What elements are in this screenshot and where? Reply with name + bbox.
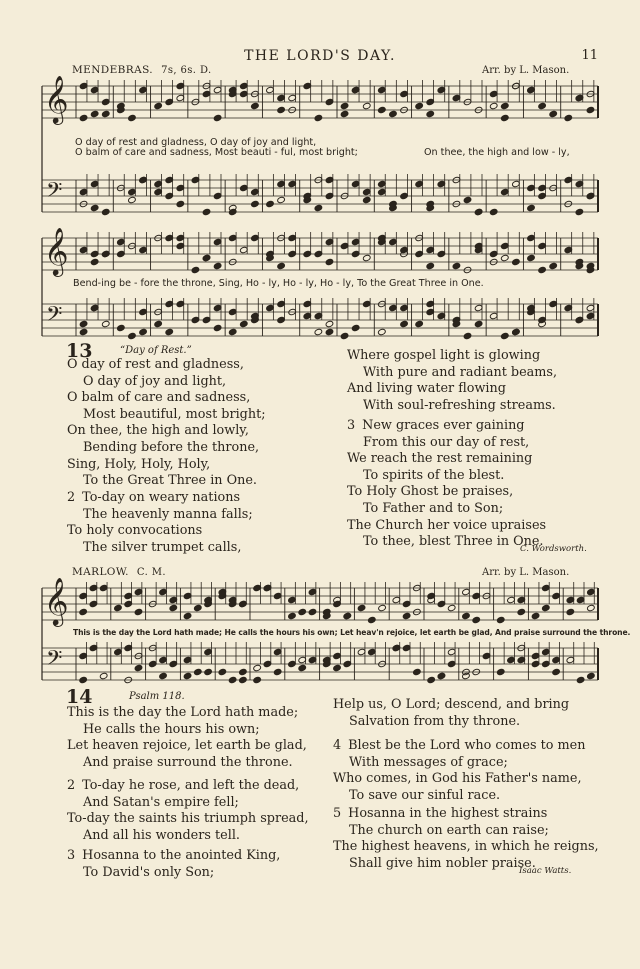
marlow-sys-treble-note [542,604,551,611]
arranger-14: Arr. by L. Mason. [482,567,570,578]
marlow-sys-treble-note [159,588,168,595]
verse-line [67,848,280,865]
marlow-sys-treble-note [552,592,561,599]
marlow-sys-bass-note [79,676,88,683]
marlow-sys-bass-note [531,660,540,667]
marlow-sys-treble-note [542,584,551,591]
marlow-sys-treble-note [566,608,575,615]
marlow-sys-bass-note [542,648,551,655]
marlow-sys-bass-note [447,660,456,667]
marlow-sys-treble-note [496,616,505,623]
marlow-sys-bass-note [159,656,168,663]
verse-line [67,828,309,845]
marlow-sys-bass-note [148,660,157,667]
marlow-sys-treble-note [587,588,596,595]
marlow-sys-bass-note [333,652,342,659]
marlow-sys-bass-note [273,648,282,655]
verse-text: To Father and to Son; [363,500,504,516]
verse-text: And all his wonders tell. [83,827,240,843]
page-title: THE LORD'S DAY. [244,48,396,64]
verse-text: This is the day the Lord hath made; [67,705,299,720]
marlow-sys-bass-note [263,660,272,667]
marlow-sys-treble-note [343,612,352,619]
marlow-sys-treble-clef: 𝄞 [44,576,69,626]
marlow-sys-treble-note [507,596,516,603]
verse-text: Shall give him nobler praise. [349,855,536,871]
verse-text: With messages of grace; [349,754,508,770]
marlow-sys-bass-note [552,656,561,663]
arranger-13: Arr. by L. Mason. [482,65,570,76]
marlow-sys-bass-note [298,656,307,663]
marlow-sys-treble-note [298,608,307,615]
verse-text: The highest heavens, in which he reigns, [333,839,599,855]
marlow-sys-bass-note [183,656,192,663]
marlow-sys-bass-note [228,676,237,683]
lyric-13-line2b: On thee, the high and low - ly, [424,147,570,158]
marlow-sys-bass-note [343,660,352,667]
tune-meter: C. M. [136,567,166,578]
verse-line [333,697,569,714]
marlow-sys-bass-note [427,676,436,683]
marlow-sys-treble-note [531,612,540,619]
mendebras-sys1-bass-clef: 𝄢 [46,177,63,208]
marlow-sys-treble-note [308,588,317,595]
marlow-sys-bass-note [288,660,297,667]
verse-text: Sing, Holy, Holy, Holy, [67,456,211,472]
marlow-sys-bass-note [124,644,133,651]
marlow-sys-treble-note [462,612,471,619]
marlow-sys-bass-note [333,664,342,671]
verse-text: Most beautiful, most bright; [83,406,266,422]
verse-text: Bending before the throne, [83,439,260,455]
marlow-sys-treble-note [517,608,526,615]
marlow-sys-treble-note [437,600,446,607]
verse-text: To spirits of the blest. [363,467,505,483]
marlow-sys-treble-note [368,616,377,623]
marlow-sys-treble-note [447,604,456,611]
verse-text: Salvation from thy throne. [349,713,521,729]
marlow-sys-treble-note [402,612,411,619]
marlow-sys-treble-note [587,604,596,611]
marlow-sys-bass-note [298,664,307,671]
marlow-sys-bass-note [253,676,262,683]
mendebras-sys2-bass-clef: 𝄢 [46,301,63,332]
hymn14-verse2 [67,778,309,844]
marlow-sys-treble-note [79,608,88,615]
hymn-subtitle-14: Psalm 118. [129,691,185,702]
marlow-sys-bass-note [437,672,446,679]
verse-text: To-day he rose, and left the dead, [82,778,300,793]
lyric-13-line1: O day of rest and gladness, O day of joy and light, [75,137,317,148]
marlow-sys-bass-note [79,652,88,659]
verse-text: Where gospel light is glowing [347,348,541,363]
verse-text: And praise surround the throne. [83,754,293,770]
verse-number: 5 [333,806,342,821]
marlow-sys-bass-clef: 𝄢 [46,645,63,676]
author-14: Isaac Watts. [519,866,572,876]
marlow-sys-bass-note [239,676,248,683]
verse-text: With pure and radiant beams, [363,364,558,380]
verse-text: On thee, the high and lowly, [67,423,249,439]
marlow-sys-treble-note [134,588,143,595]
tune-title: MENDEBRAS. [72,64,154,76]
marlow-sys-bass-note [402,644,411,651]
lyric-14: This is the day the Lord hath made; He calls the hours his own; Let heav'n rejoice, let earth be glad, And praise surround the throne. [73,628,631,637]
verse-number: 4 [333,738,342,753]
verse-number: 3 [67,848,76,863]
marlow-sys-treble-note [308,608,317,615]
verse-line [333,714,569,731]
verse-text: To David's only Son; [83,864,215,880]
verse-text: To the Great Three in One. [83,473,257,489]
verse-line [333,771,586,788]
marlow-sys-treble-note [124,592,133,599]
marlow-sys-treble-note [194,604,203,611]
hymn14-verse1 [67,705,307,771]
verse-number: 2 [67,778,76,793]
verse-text: To-day on weary nations [82,490,241,505]
marlow-sys-treble-note [253,584,262,591]
mendebras-sys1-treble-clef: 𝄞 [44,74,69,124]
verse-text: And living water flowing [347,381,506,397]
hymn-subtitle-13: “Day of Rest.” [120,345,192,356]
verse-line [67,755,307,772]
marlow-sys-bass-note [114,648,123,655]
marlow-sys-treble-note [124,600,133,607]
verse-line [67,722,307,739]
marlow-sys-bass-note [204,648,213,655]
marlow-sys-treble-note [169,596,178,603]
hymn14-verse3a [67,848,280,881]
marlow-sys-treble-note [89,584,98,591]
verse-line [333,839,599,856]
verse-text: The heavenly manna falls; [83,506,253,522]
marlow-sys-bass-note [253,664,262,671]
marlow-sys-treble-note [263,584,272,591]
mendebras-sys2-treble-clef: 𝄞 [44,226,69,276]
marlow-sys-bass-note [413,668,422,675]
verse-line [333,738,586,755]
marlow-sys-treble-note [517,596,526,603]
tune-meter: 7s, 6s. D. [161,65,212,76]
hymn14-verse5 [333,806,599,872]
hymn14-verse3b [333,697,569,730]
marlow-sys-bass-note [194,668,203,675]
verse-line [67,865,280,882]
marlow-sys-treble-note [357,604,366,611]
marlow-sys-bass-note [368,648,377,655]
verse-number: 3 [347,418,356,433]
verse-text: With soul-refreshing streams. [363,397,556,413]
verse-text: O balm of care and sadness, [67,390,251,406]
verse-text: O day of rest and gladness, [67,357,244,372]
marlow-sys-treble-note [288,612,297,619]
verse-text: Hosanna in the highest strains [348,806,548,821]
verse-number: 2 [67,490,76,505]
verse-text: And Satan's empire fell; [83,794,239,810]
marlow-sys-treble-note [576,596,585,603]
verse-text: The Church her voice upraises [347,517,547,533]
marlow-sys-bass-note [517,656,526,663]
marlow-sys-bass-note [357,648,366,655]
marlow-sys-bass-note [89,644,98,651]
verse-text: O day of joy and light, [83,373,227,389]
marlow-sys-treble-note [114,604,123,611]
marlow-sys-treble-note [183,612,192,619]
marlow-sys-treble-note [89,600,98,607]
verse-line [333,806,599,823]
verse-text: He calls the hours his own; [83,721,260,737]
verse-text: New graces ever gaining [362,418,525,433]
hymn14-verse4 [333,738,586,804]
verse-line [67,778,309,795]
marlow-sys-bass-note [482,652,491,659]
lyric-13-line2: O balm of care and sadness, Most beauti - ful, most bright; [75,147,358,158]
marlow-sys-treble-note [392,596,401,603]
verse-text: Hosanna to the anointed King, [82,848,281,863]
lyric-13-line3: Bend-ing be - fore the throne, Sing, Ho - ly, Ho - ly, Ho - ly, To the Great Three in One. [73,278,484,289]
verse-line [67,795,309,812]
marlow-sys-treble-note [462,588,471,595]
verse-text: Let heaven rejoice, let earth be glad, [67,738,307,754]
marlow-sys-bass-note [447,648,456,655]
marlow-sys-bass-note [134,664,143,671]
marlow-sys-treble-note [472,616,481,623]
verse-line [333,755,586,772]
marlow-sys-bass-note [169,660,178,667]
verse-text: From this our day of rest, [363,434,530,450]
marlow-sys-bass-note [218,668,227,675]
marlow-sys-treble-note [169,604,178,611]
marlow-sys-treble-note [566,596,575,603]
marlow-sys-treble-note [288,596,297,603]
marlow-sys-treble-note [79,592,88,599]
marlow-sys-treble-note [273,592,282,599]
marlow-sys-bass-note [273,668,282,675]
verse-text: To holy convocations [67,523,203,539]
marlow-sys-treble-note [99,584,108,591]
verse-line [333,788,586,805]
marlow-sys-treble-note [402,600,411,607]
marlow-sys-treble-note [472,592,481,599]
author-13: C. Wordsworth. [520,544,587,554]
verse-line [67,811,309,828]
marlow-sys-bass-note [204,668,213,675]
verse-line [67,738,307,755]
marlow-sys-bass-note [183,672,192,679]
verse-text: We reach the rest remaining [347,451,533,467]
verse-text: The silver trumpet calls, [83,539,242,555]
hymn-number-14: 14 [66,686,93,708]
verse-text: To Holy Ghost be praises, [347,484,514,500]
verse-line [67,705,307,722]
marlow-sys-bass-note [576,676,585,683]
verse-line [333,823,599,840]
marlow-sys-treble-note [239,600,248,607]
marlow-sys-treble-note [183,592,192,599]
verse-text: To save our sinful race. [349,787,501,803]
marlow-sys-bass-note [159,672,168,679]
tune-title: MARLOW. [72,566,129,578]
verse-text: To-day the saints his triumph spread, [67,811,309,827]
marlow-sys-bass-note [392,644,401,651]
verse-text: Who comes, in God his Father's name, [333,771,582,787]
marlow-sys-bass-note [99,672,108,679]
marlow-sys-bass-note [552,668,561,675]
marlow-sys-treble-note [134,608,143,615]
verse-text: To thee, blest Three in One. [363,534,544,550]
verse-text: Help us, O Lord; descend, and bring [333,697,570,712]
marlow-sys-bass-note [542,660,551,667]
verse-text: Blest be the Lord who comes to men [348,738,586,753]
marlow-sys-bass-note [587,672,596,679]
marlow-sys-bass-note [308,656,317,663]
marlow-sys-bass-note [496,668,505,675]
marlow-sys-bass-note [566,656,575,663]
marlow-sys-bass-note [531,652,540,659]
page-number: 11 [581,48,598,63]
verse-text: The church on earth can raise; [349,822,549,838]
marlow-sys-treble-note [378,604,387,611]
marlow-sys-bass-note [507,656,516,663]
hymn-number-13: 13 [66,340,93,362]
marlow-sys-bass-note [239,668,248,675]
